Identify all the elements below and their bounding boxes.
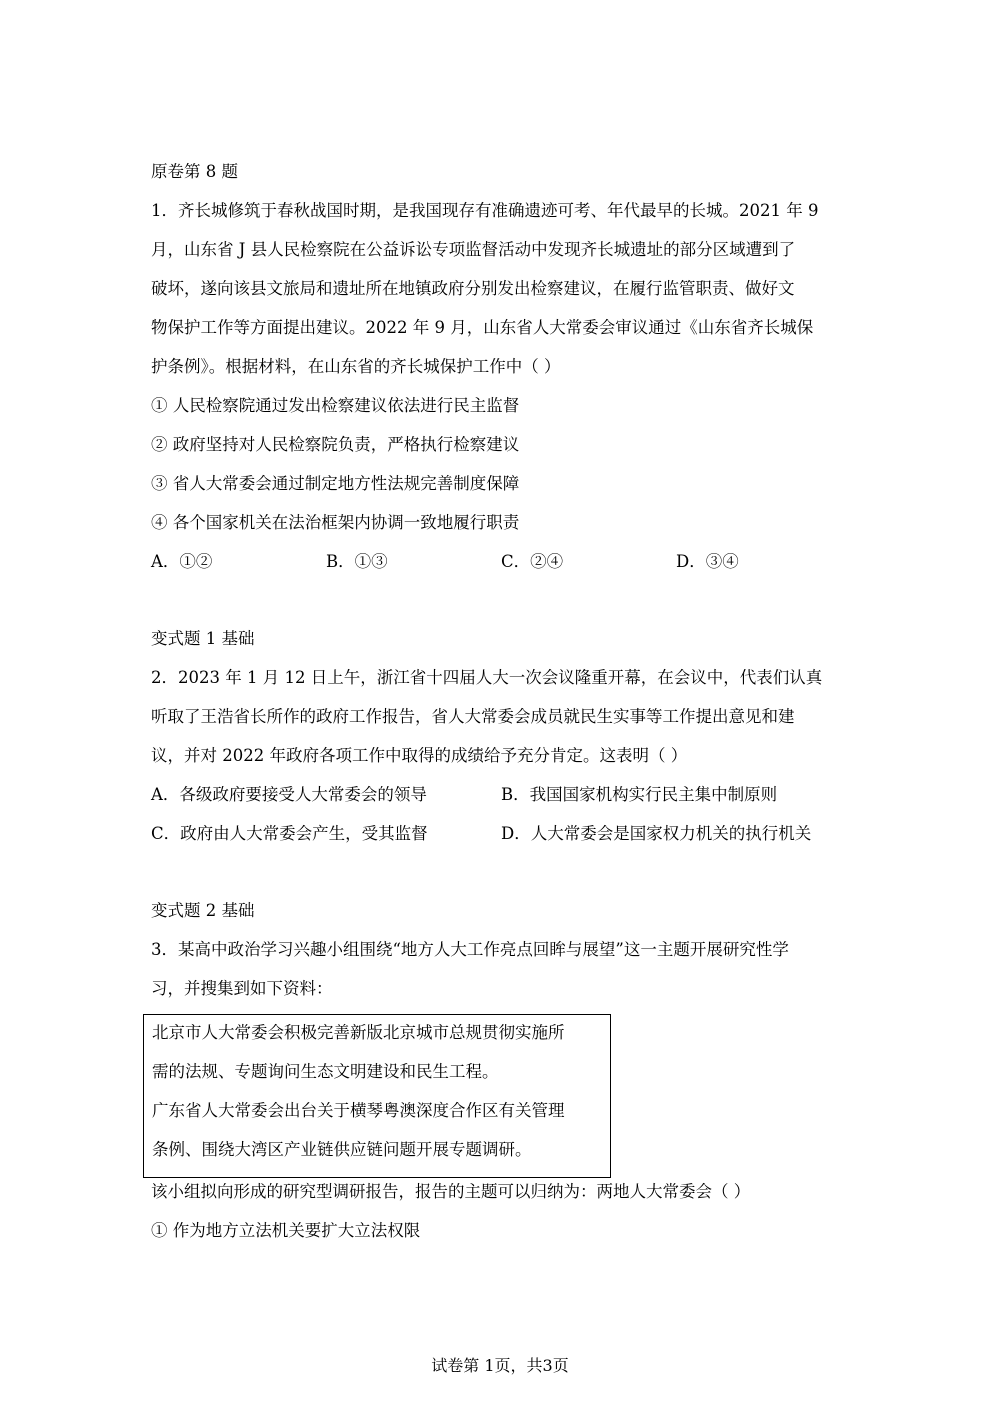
- question-3-stem-line: 习，并搜集到如下资料：: [151, 979, 333, 998]
- material-box: [143, 1014, 611, 1178]
- section-title-variant-1: 变式题 1 基础: [151, 629, 255, 648]
- page-content: [151, 158, 856, 1256]
- question-2-stem-line: 2．2023 年 1 月 12 日上午，浙江省十四届人大一次会议隆重开幕，在会议中，代表们认真: [151, 668, 823, 687]
- section-gap: [151, 587, 856, 625]
- option-d: D．③④: [676, 552, 739, 571]
- option-a: A．①②: [151, 552, 213, 571]
- option-b: B．①③: [326, 552, 388, 571]
- question-2-stem-line: 议，并对 2022 年政府各项工作中取得的成绩给予充分肯定。这表明（ ）: [151, 746, 688, 765]
- question-1-stem-line: 月，山东省 J 县人民检察院在公益诉讼专项监督活动中发现齐长城遗址的部分区域遭到了: [151, 240, 796, 259]
- question-1-stem-line: 1．齐长城修筑于春秋战国时期，是我国现存有准确遗迹可考、年代最早的长城。2021 年 9: [151, 201, 819, 220]
- question-1-item: ④ 各个国家机关在法治框架内协调一致地履行职责: [151, 513, 520, 532]
- question-2-options-row: [151, 820, 856, 859]
- question-1-item: ① 人民检察院通过发出检察建议依法进行民主监督: [151, 396, 520, 415]
- option-c: C．政府由人大常委会产生，受其监督: [151, 824, 428, 843]
- question-1-stem-line: 物保护工作等方面提出建议。2022 年 9 月，山东省人大常委会审议通过《山东省齐长城保: [151, 318, 814, 337]
- question-1: [151, 197, 856, 587]
- option-a: A．各级政府要接受人大常委会的领导: [151, 785, 427, 804]
- question-3: [151, 936, 856, 1256]
- question-1-stem-line: 破坏，遂向该县文旅局和遗址所在地镇政府分别发出检察建议，在履行监管职责、做好文: [151, 279, 795, 298]
- question-2-stem-line: 听取了王浩省长所作的政府工作报告，省人大常委会成员就民生实事等工作提出意见和建: [151, 707, 795, 726]
- section-title-variant-2: 变式题 2 基础: [151, 901, 255, 920]
- question-1-item: ② 政府坚持对人民检察院负责，严格执行检察建议: [151, 435, 520, 454]
- question-1-stem-line: 护条例》。根据材料，在山东省的齐长城保护工作中（ ）: [151, 357, 561, 376]
- section-title-original: 原卷第 8 题: [151, 162, 238, 181]
- question-3-item: ① 作为地方立法机关要扩大立法权限: [151, 1221, 421, 1240]
- material-line: 需的法规、专题询问生态文明建设和民生工程。: [152, 1062, 499, 1081]
- question-3-stem-line: 该小组拟向形成的研究型调研报告，报告的主题可以归纳为：两地人大常委会（ ）: [151, 1182, 751, 1201]
- question-1-options: [151, 548, 856, 587]
- question-3-stem-line: 3．某高中政治学习兴趣小组围绕“地方人大工作亮点回眸与展望”这一主题开展研究性学: [151, 940, 789, 959]
- option-c: C．②④: [501, 552, 564, 571]
- question-2: [151, 664, 856, 859]
- question-2-options-row: [151, 781, 856, 820]
- option-d: D．人大常委会是国家权力机关的执行机关: [501, 824, 812, 843]
- section-gap: [151, 859, 856, 897]
- material-line: 广东省人大常委会出台关于横琴粤澳深度合作区有关管理: [152, 1101, 565, 1120]
- option-b: B．我国国家机构实行民主集中制原则: [501, 785, 778, 804]
- page-footer: 试卷第 1页，共3页: [431, 1356, 569, 1375]
- material-line: 条例、围绕大湾区产业链供应链问题开展专题调研。: [152, 1140, 532, 1159]
- question-1-item: ③ 省人大常委会通过制定地方性法规完善制度保障: [151, 474, 520, 493]
- material-line: 北京市人大常委会积极完善新版北京城市总规贯彻实施所: [152, 1023, 565, 1042]
